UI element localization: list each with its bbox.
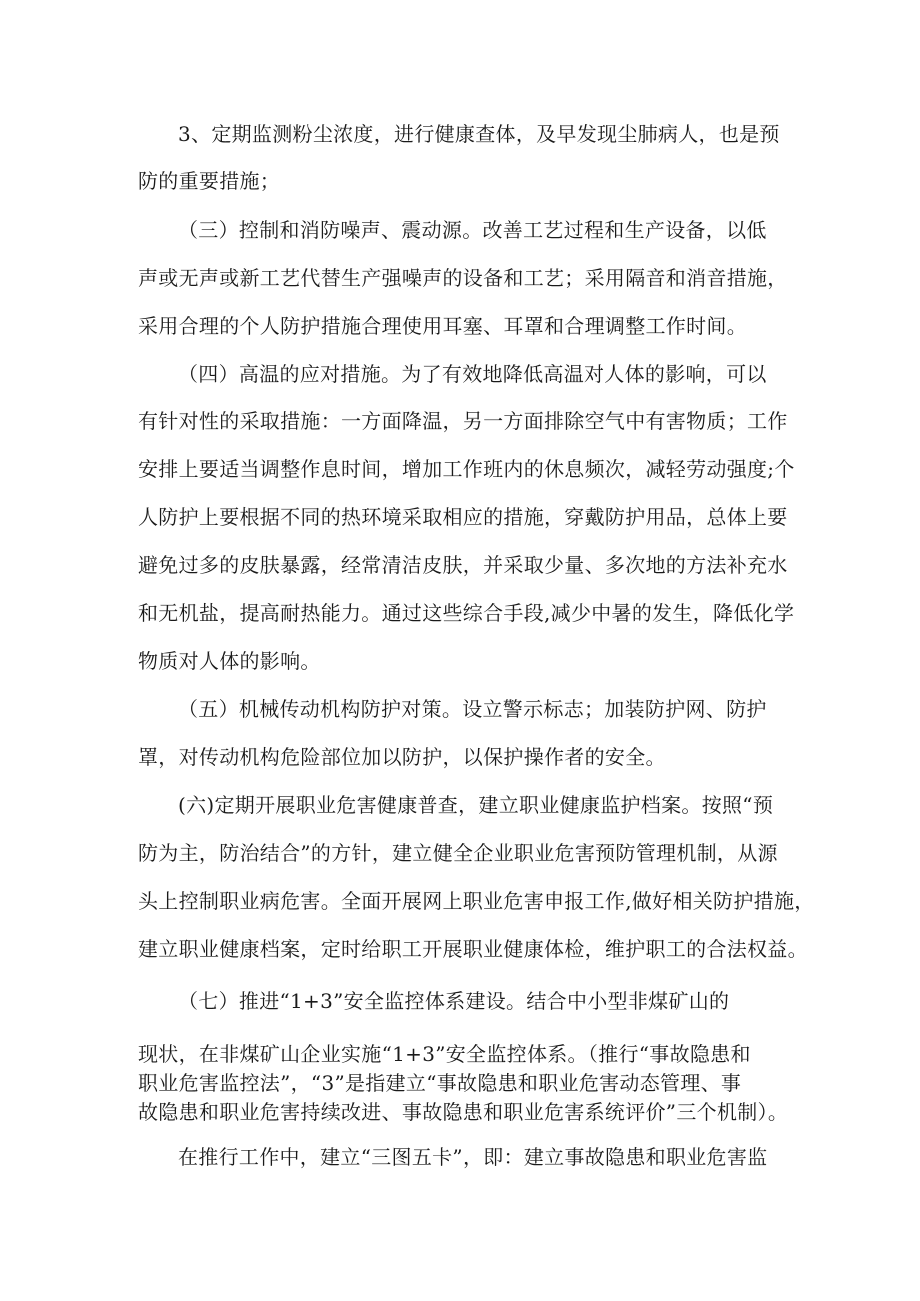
text-line: （七）推进“1+3”安全监控体系建设。结合中小型非煤矿山的	[178, 989, 730, 1013]
text-line: 防的重要措施；	[138, 169, 281, 193]
text-line: 罩，对传动机构危险部位加以防护，以保护操作者的安全。	[138, 745, 666, 769]
text-line: （五）机械传动机构防护对策。设立警示标志；加装防护网、防护	[178, 697, 767, 721]
text-line: 防为主，防治结合”的方针，建立健全企业职业危害预防管理机制，从源	[138, 841, 778, 865]
text-line: （四）高温的应对措施。为了有效地降低高温对人体的影响，可以	[178, 362, 767, 386]
text-line: 声或无声或新工艺代替生产强噪声的设备和工艺；采用隔音和消音措施，	[138, 266, 788, 290]
text-line: 避免过多的皮肤暴露，经常清洁皮肤，并采取少量、多次地的方法补充水	[138, 553, 788, 577]
text-line: 故隐患和职业危害持续改进、事故隐患和职业危害系统评价”三个机制）。	[138, 1100, 789, 1124]
text-line: (六)定期开展职业危害健康普查，建立职业健康监护档案。按照“预	[178, 793, 774, 817]
text-line: 安排上要适当调整作息时间，增加工作班内的休息频次，减轻劳动强度;个	[138, 457, 795, 481]
text-line: 3、定期监测粉尘浓度，进行健康查体，及早发现尘肺病人，也是预	[178, 122, 780, 146]
text-line: 人防护上要根据不同的热环境采取相应的措施，穿戴防护用品，总体上要	[138, 505, 788, 529]
text-line: 现状，在非煤矿山企业实施“1+3”安全监控体系。（推行“事故隐患和	[138, 1042, 751, 1066]
text-line: 采用合理的个人防护措施合理使用耳塞、耳罩和合理调整工作时间。	[138, 314, 747, 338]
text-line: 建立职业健康档案，定时给职工开展职业健康体检，维护职工的合法权益。	[138, 937, 808, 961]
text-line: 有针对性的采取措施：一方面降温，另一方面排除空气中有害物质；工作	[138, 409, 788, 433]
text-line: （三）控制和消防噪声、震动源。改善工艺过程和生产设备，以低	[178, 218, 767, 242]
text-line: 头上控制职业病危害。全面开展网上职业危害申报工作,做好相关防护措施，	[138, 889, 815, 913]
text-line: 和无机盐，提高耐热能力。通过这些综合手段,减少中暑的发生，降低化学	[138, 601, 795, 625]
text-line: 职业危害监控法”，“3”是指建立“事故隐患和职业危害动态管理、事	[138, 1071, 742, 1095]
text-line: 在推行工作中，建立“三图五卡”，即：建立事故隐患和职业危害监	[178, 1145, 768, 1169]
text-line: 物质对人体的影响。	[138, 649, 321, 673]
